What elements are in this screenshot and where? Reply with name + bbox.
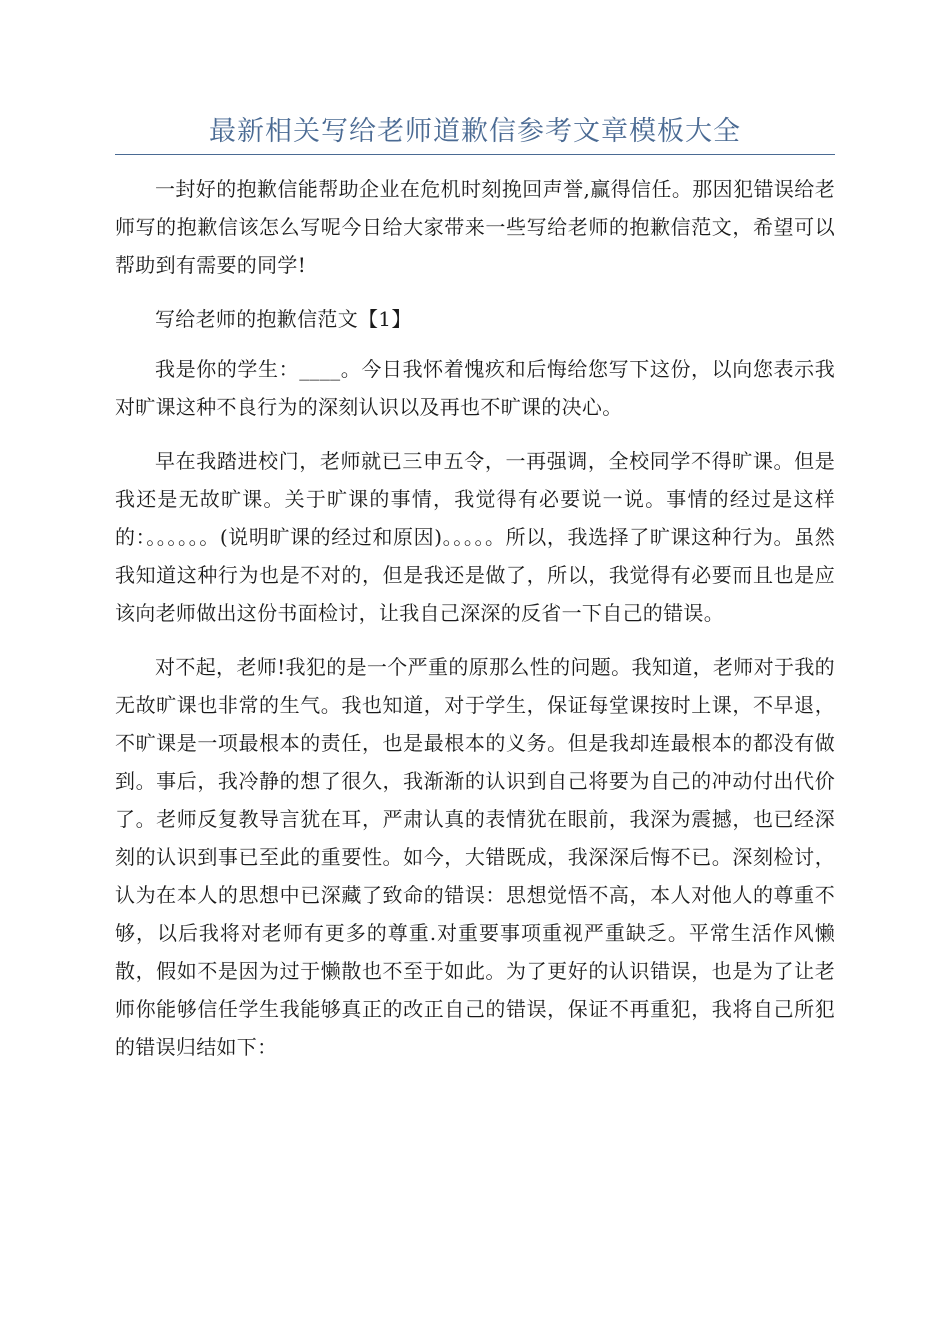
title-underline [115,154,835,155]
document-title: 最新相关写给老师道歉信参考文章模板大全 [209,116,741,147]
document-body [115,170,835,1066]
section-heading: 写给老师的抱歉信范文【1】 [155,307,412,331]
paragraph-background: 早在我踏进校门，老师就已三申五令，一再强调，全校同学不得旷课。但是我还是无故旷课。关于旷课的事情，我觉得有必要说一说。事情的经过是这样的：。。。。。。(说明旷课的经过和原因)。。。。。所以，我选择了旷课这种行为。虽然我知道这种行为也是不对的，但是我还是做了，所以，我觉得有必要而且也是应该向老师做出这份书面检讨，让我自己深深的反省一下自己的错误。 [115,449,835,625]
paragraph-greeting: 我是你的学生：____。今日我怀着愧疚和后悔给您写下这份，以向您表示我对旷课这种不良行为的深刻认识以及再也不旷课的决心。 [115,357,835,419]
paragraph-apology: 对不起，老师!我犯的是一个严重的原那么性的问题。我知道，老师对于我的无故旷课也非常的生气。我也知道，对于学生，保证每堂课按时上课，不早退，不旷课是一项最根本的责任，也是最根本的义务。但是我却连最根本的都没有做到。事后，我冷静的想了很久，我渐渐的认识到自己将要为自己的冲动付出代价了。老师反复教导言犹在耳，严肃认真的表情犹在眼前，我深为震撼，也已经深刻的认识到事已至此的重要性。如今，大错既成，我深深后悔不已。深刻检讨，认为在本人的思想中已深藏了致命的错误：思想觉悟不高，本人对他人的尊重不够，以后我将对老师有更多的尊重.对重要事项重视严重缺乏。平常生活作风懒散，假如不是因为过于懒散也不至于如此。为了更好的认识错误，也是为了让老师你能够信任学生我能够真正的改正自己的错误，保证不再重犯，我将自己所犯的错误归结如下： [115,655,835,1059]
paragraph-intro: 一封好的抱歉信能帮助企业在危机时刻挽回声誉,赢得信任。那因犯错误给老师写的抱歉信该怎么写呢今日给大家带来一些写给老师的抱歉信范文，希望可以帮助到有需要的同学! [115,177,835,277]
